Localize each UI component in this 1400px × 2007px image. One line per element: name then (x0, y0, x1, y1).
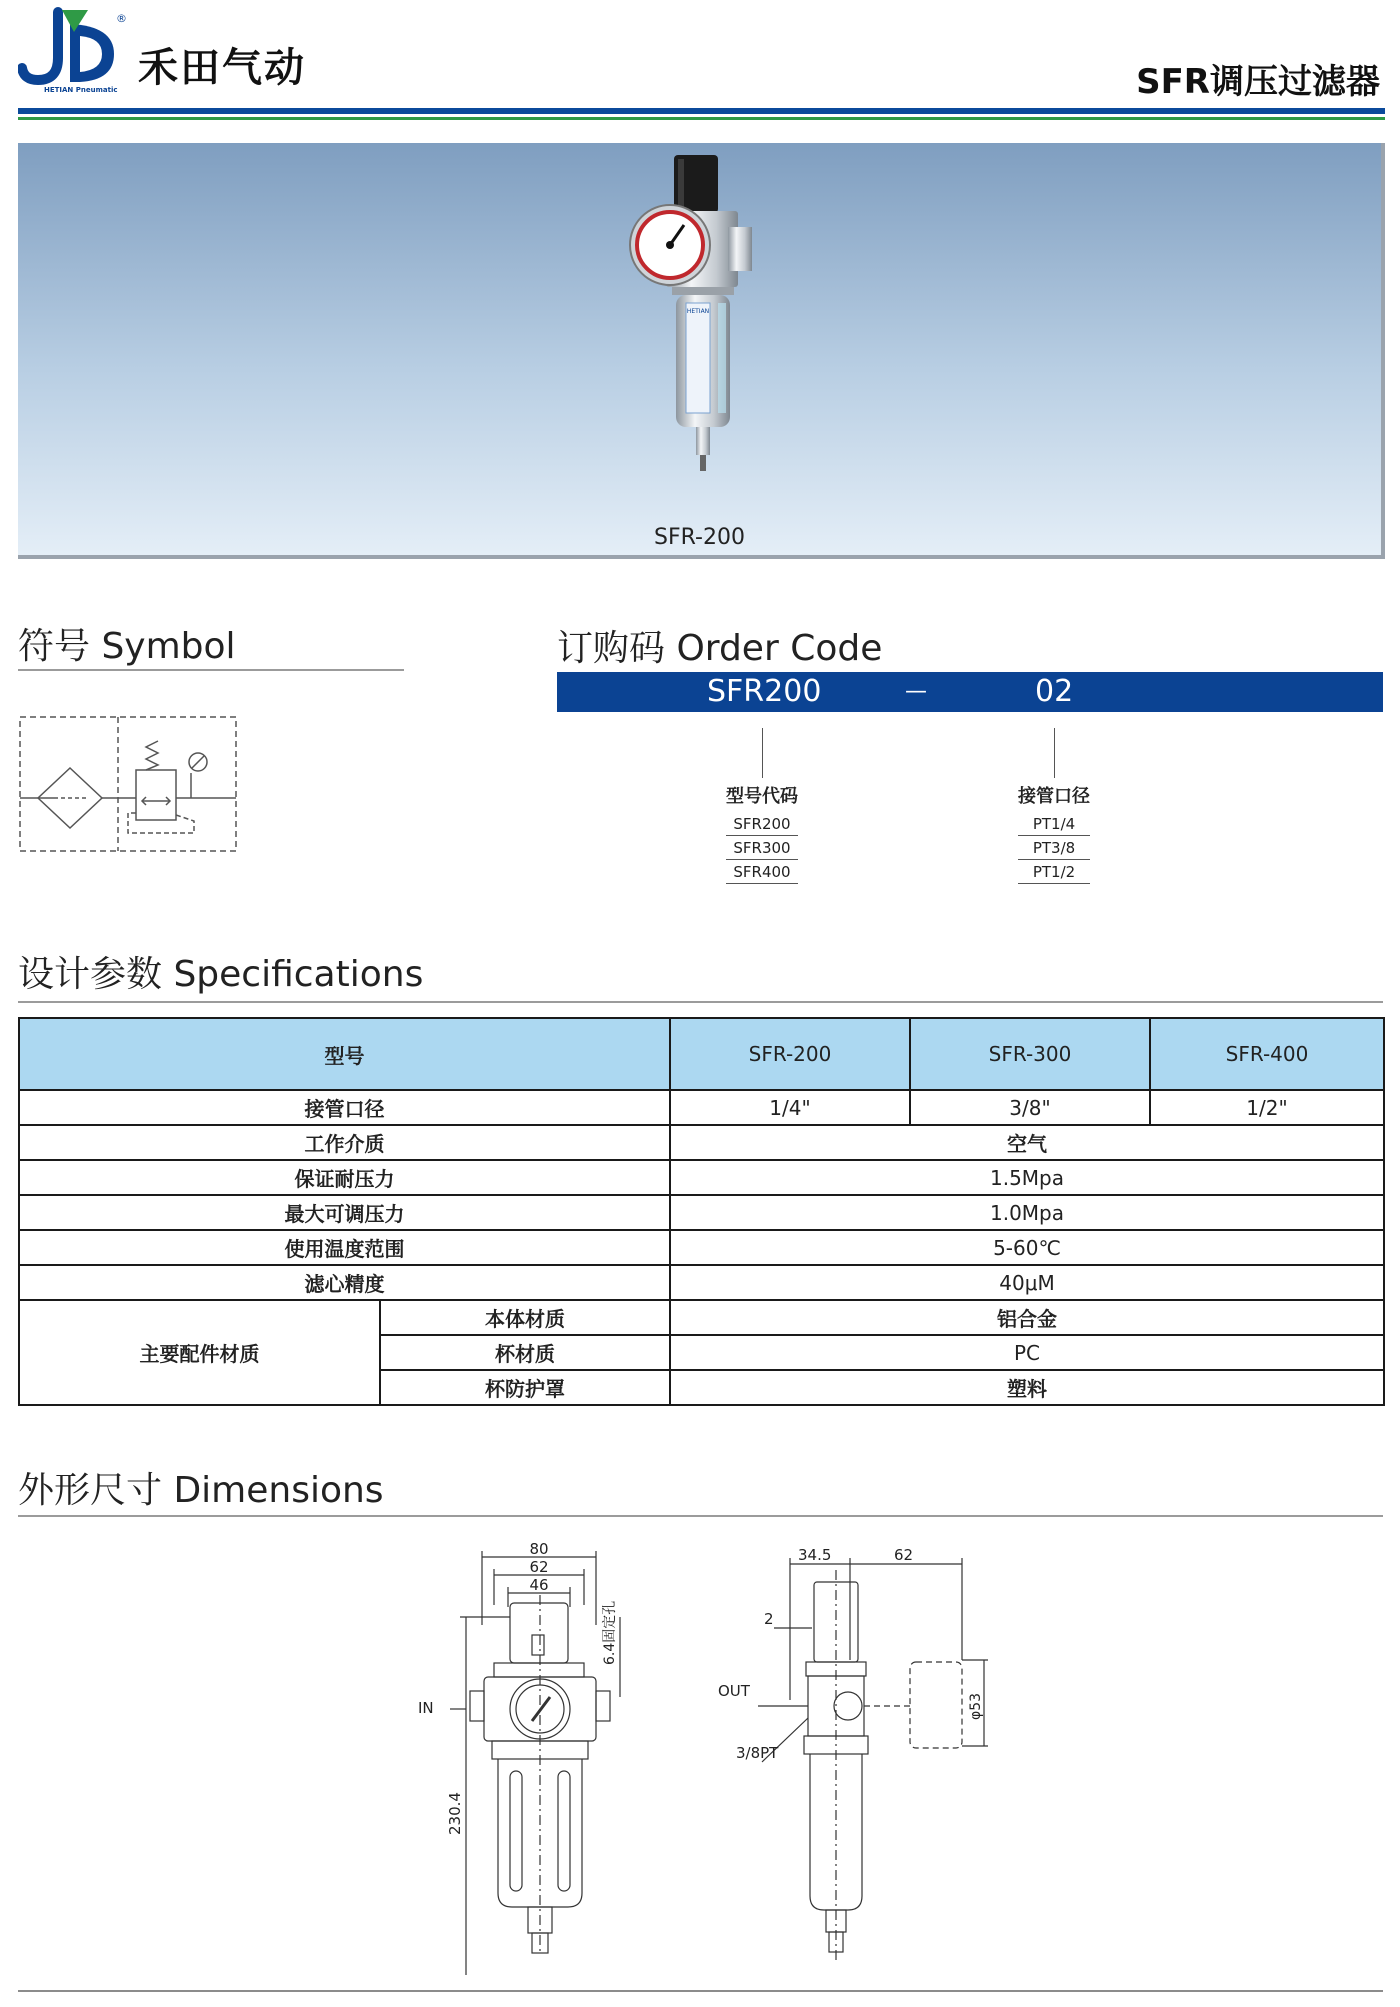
table-header-row (19, 1018, 1384, 1090)
row-label: 工作介质 (19, 1125, 670, 1160)
table-row (19, 1125, 1384, 1160)
gauge-brand: HETIAN (686, 308, 710, 315)
dim-2: 2 (764, 1610, 774, 1628)
order-leader-model (762, 728, 763, 778)
front-view-drawing (410, 1535, 650, 1975)
order-code-dash: — (905, 679, 927, 704)
dimensions-title: 外形尺寸 Dimensions (18, 1470, 384, 1511)
row-value: 1/4" (670, 1090, 910, 1125)
row-label: 保证耐压力 (19, 1160, 670, 1195)
symbol-title: 符号 Symbol (18, 626, 236, 667)
table-row (19, 1160, 1384, 1195)
product-caption: SFR-200 (654, 525, 745, 550)
brand-subtitle: HETIAN Pneumatic (44, 86, 118, 94)
row-value: PC (670, 1335, 1384, 1370)
order-leader-port (1054, 728, 1055, 778)
row-value: 塑料 (670, 1370, 1384, 1405)
model-header-label: 型号 (19, 1018, 670, 1090)
table-row (19, 1230, 1384, 1265)
port-option: PT3/8 (1018, 838, 1090, 860)
materials-group-label: 主要配件材质 (19, 1300, 380, 1405)
model-code-heading: 型号代码 (726, 786, 798, 807)
model-option: SFR300 (726, 838, 798, 860)
row-value: 铝合金 (670, 1300, 1384, 1335)
order-code-model: SFR200 (707, 674, 822, 709)
spec-table (18, 1017, 1385, 1406)
model-code-column (702, 782, 822, 886)
table-row (19, 1265, 1384, 1300)
model-option: SFR400 (726, 862, 798, 884)
pneumatic-symbol-diagram (18, 715, 238, 855)
header-rule-green (18, 117, 1385, 120)
dim-height: 230.4 (446, 1792, 464, 1835)
table-row (19, 1300, 1384, 1335)
brand-logo (18, 6, 126, 94)
product-banner (18, 143, 1385, 559)
row-value: 1/2" (1150, 1090, 1384, 1125)
symbol-title-rule (18, 669, 404, 671)
dimensions-title-rule (18, 1515, 1383, 1517)
row-label: 杯材质 (380, 1335, 670, 1370)
row-label: 最大可调压力 (19, 1195, 670, 1230)
dim-thread: 3/8PT (736, 1744, 779, 1762)
dim-46: 46 (529, 1576, 549, 1594)
dim-outlet: OUT (718, 1682, 750, 1700)
table-row (19, 1195, 1384, 1230)
model-header-cell: SFR-300 (910, 1018, 1150, 1090)
row-label: 滤心精度 (19, 1265, 670, 1300)
model-header-cell: SFR-400 (1150, 1018, 1384, 1090)
port-size-heading: 接管口径 (1018, 786, 1090, 807)
row-value: 3/8" (910, 1090, 1150, 1125)
row-value: 5-60℃ (670, 1230, 1384, 1265)
model-option: SFR200 (726, 814, 798, 836)
order-code-title: 订购码 Order Code (557, 628, 883, 669)
product-photo (628, 153, 778, 493)
dim-diameter: φ53 (968, 1692, 984, 1720)
footer-rule (18, 1990, 1383, 1992)
model-header-cell: SFR-200 (670, 1018, 910, 1090)
specs-title: 设计参数 Specifications (18, 954, 424, 995)
side-view-drawing (712, 1540, 1012, 1960)
row-label: 杯防护罩 (380, 1370, 670, 1405)
row-value: 空气 (670, 1125, 1384, 1160)
row-label: 接管口径 (19, 1090, 670, 1125)
dim-side-62: 62 (894, 1546, 914, 1564)
registered-mark: ® (116, 12, 127, 25)
order-code-bar (557, 672, 1383, 712)
header-rule-blue (18, 108, 1385, 114)
dim-hole: 6.4固定孔 (602, 1600, 618, 1665)
row-value: 1.5Mpa (670, 1160, 1384, 1195)
row-value: 1.0Mpa (670, 1195, 1384, 1230)
brand-logo-icon (18, 6, 126, 94)
dim-80: 80 (529, 1540, 549, 1558)
port-option: PT1/2 (1018, 862, 1090, 884)
row-label: 使用温度范围 (19, 1230, 670, 1265)
dim-62: 62 (529, 1558, 549, 1576)
port-option: PT1/4 (1018, 814, 1090, 836)
dim-inlet: IN (418, 1699, 434, 1717)
brand-name: 禾田气动 (138, 45, 306, 91)
specs-title-rule (18, 1001, 1383, 1003)
page-title: SFR调压过滤器 (1136, 62, 1380, 102)
dim-34-5: 34.5 (798, 1546, 832, 1564)
row-value: 40μM (670, 1265, 1384, 1300)
row-label: 本体材质 (380, 1300, 670, 1335)
port-size-column (994, 782, 1114, 886)
order-code-port: 02 (1035, 674, 1074, 709)
table-row (19, 1090, 1384, 1125)
